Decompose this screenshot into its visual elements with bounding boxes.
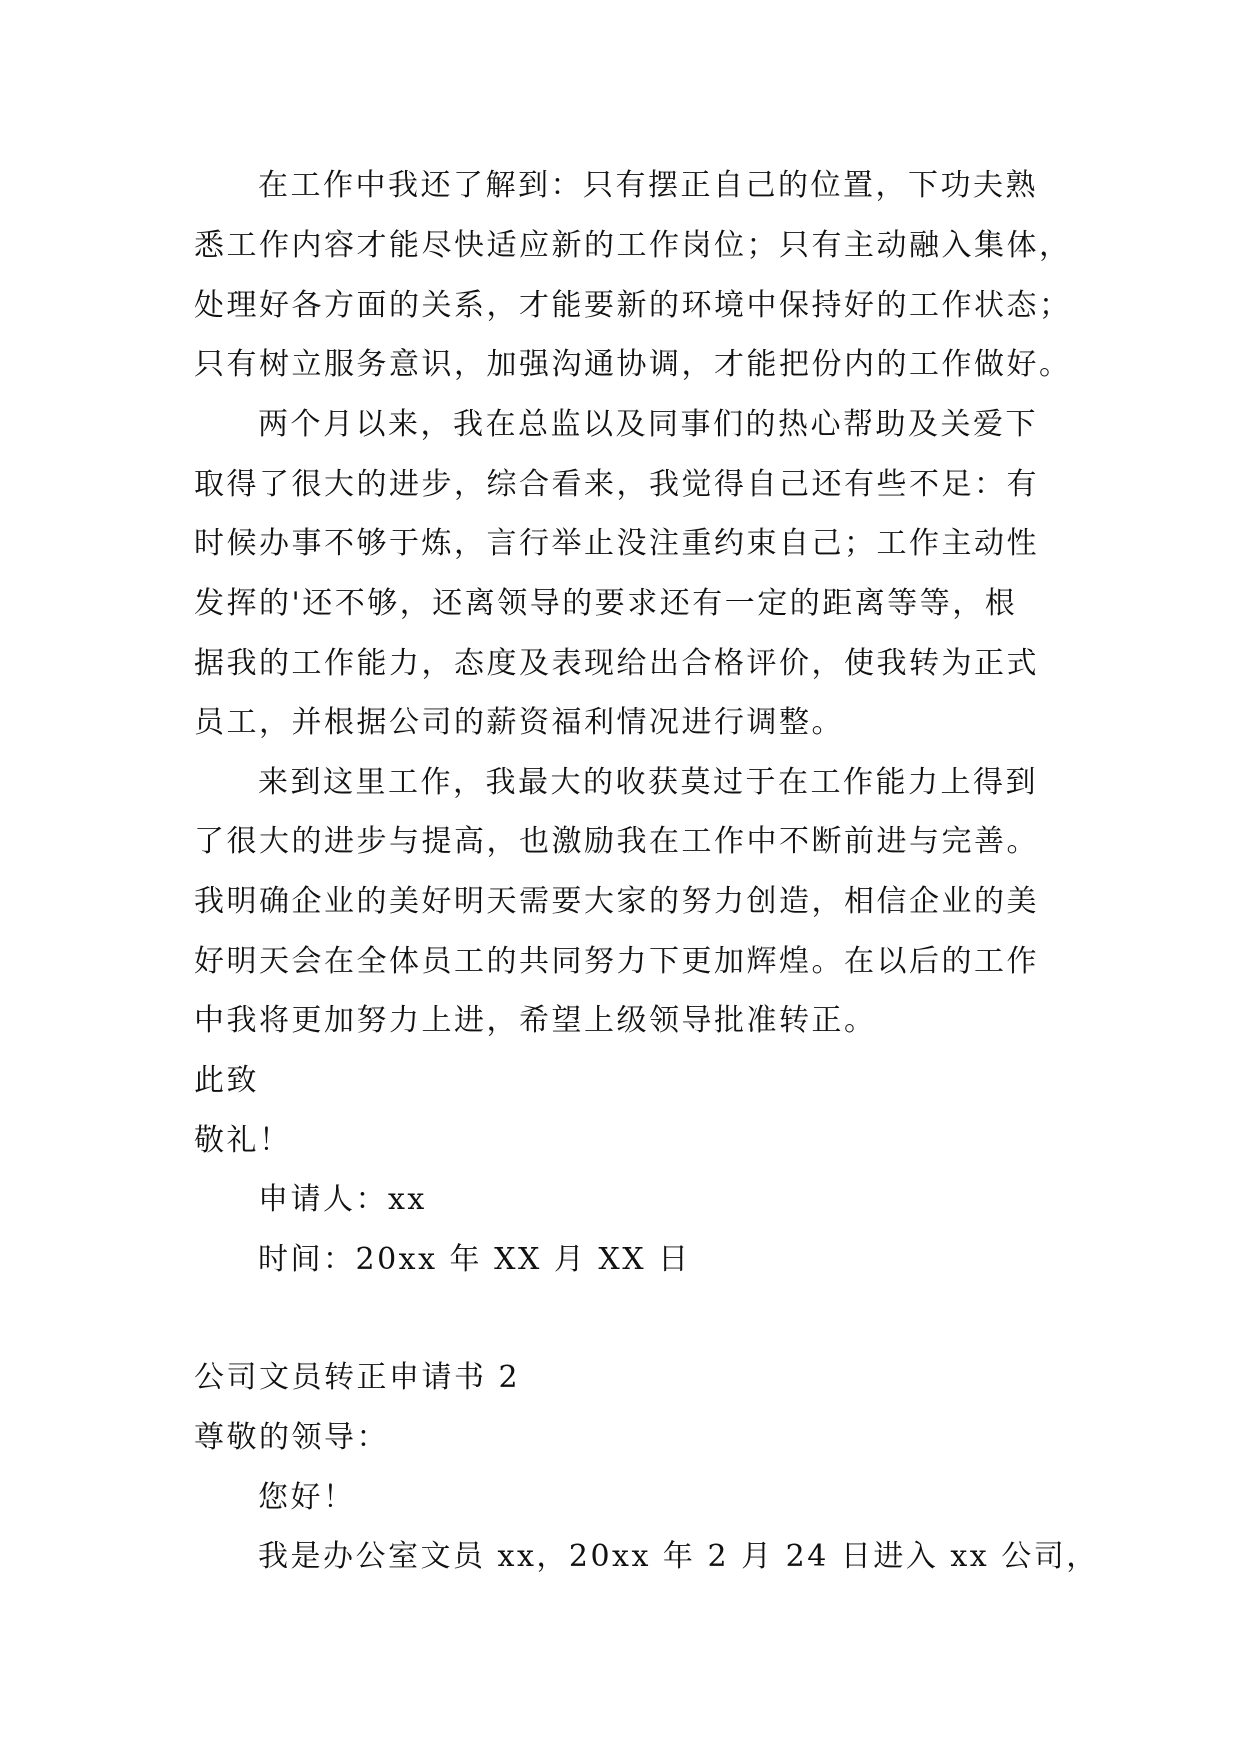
paragraph-line: 我明确企业的美好明天需要大家的努力创造，相信企业的美 bbox=[194, 884, 1039, 919]
paragraph-line: 处理好各方面的关系，才能要新的环境中保持好的工作状态； bbox=[194, 288, 1072, 323]
paragraph-line: 取得了很大的进步，综合看来，我觉得自己还有些不足：有 bbox=[194, 467, 1039, 502]
paragraph-line: 好明天会在全体员工的共同努力下更加辉煌。在以后的工作 bbox=[194, 944, 1039, 979]
paragraph-line: 只有树立服务意识，加强沟通协调，才能把份内的工作做好。 bbox=[194, 347, 1072, 382]
paragraph-line: 来到这里工作，我最大的收获莫过于在工作能力上得到 bbox=[258, 765, 1038, 800]
paragraph-line: 我是办公室文员 xx，20xx 年 2 月 24 日进入 xx 公司， bbox=[258, 1539, 1099, 1574]
paragraph-line: 据我的工作能力，态度及表现给出合格评价，使我转为正式 bbox=[194, 646, 1039, 681]
hello-text: 您好！ bbox=[258, 1480, 356, 1515]
paragraph-line: 发挥的'还不够，还离领导的要求还有一定的距离等等，根 bbox=[194, 586, 1018, 621]
paragraph-line: 员工，并根据公司的薪资福利情况进行调整。 bbox=[194, 705, 844, 740]
salute-text: 敬礼！ bbox=[194, 1123, 292, 1158]
applicant-line: 申请人：xx bbox=[258, 1182, 427, 1217]
document-title: 公司文员转正申请书 2 bbox=[194, 1360, 521, 1395]
paragraph-line: 悉工作内容才能尽快适应新的工作岗位；只有主动融入集体， bbox=[194, 228, 1072, 263]
paragraph-line: 时候办事不够于炼，言行举止没注重约束自己；工作主动性 bbox=[194, 526, 1039, 561]
paragraph-line: 在工作中我还了解到：只有摆正自己的位置，下功夫熟 bbox=[258, 168, 1038, 203]
greeting-text: 尊敬的领导： bbox=[194, 1420, 389, 1455]
date-line: 时间：20xx 年 XX 月 XX 日 bbox=[258, 1242, 691, 1277]
paragraph-line: 两个月以来，我在总监以及同事们的热心帮助及关爱下 bbox=[258, 407, 1038, 442]
closing-text: 此致 bbox=[194, 1063, 259, 1098]
paragraph-line: 中我将更加努力上进，希望上级领导批准转正。 bbox=[194, 1003, 877, 1038]
paragraph-line: 了很大的进步与提高，也激励我在工作中不断前进与完善。 bbox=[194, 824, 1039, 859]
